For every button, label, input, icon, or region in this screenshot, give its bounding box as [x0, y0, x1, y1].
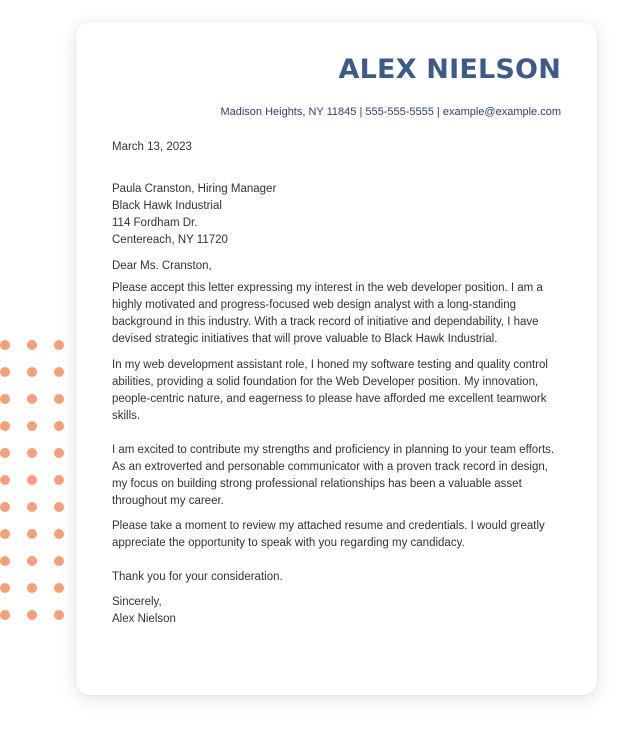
salutation: Dear Ms. Cranston,	[112, 260, 212, 272]
decorative-dot	[27, 421, 37, 431]
decorative-dot	[54, 529, 64, 539]
body-paragraph	[112, 518, 564, 552]
decorative-dot	[0, 421, 10, 431]
decorative-dot	[54, 475, 64, 485]
sign-off	[112, 594, 564, 628]
body-paragraph	[112, 357, 564, 425]
applicant-name: ALEX NIELSON	[338, 54, 561, 85]
decorative-dot	[27, 475, 37, 485]
recipient-address	[112, 181, 564, 249]
decorative-dot-grid	[0, 340, 70, 630]
recipient-line: Black Hawk Industrial	[112, 200, 222, 212]
decorative-dot	[54, 394, 64, 404]
paragraph-text: I am excited to contribute my strengths and proficiency in planning to your team efforts. As an extroverted and personable communicator with a proven track record in design, my focus on building strong professional relationships has been a valuable asset throughout my career.	[112, 444, 555, 507]
contact-line: Madison Heights, NY 11845 | 555-555-5555 | example@example.com	[220, 106, 561, 118]
cover-letter-card	[76, 22, 597, 695]
decorative-dot	[27, 610, 37, 620]
decorative-dot	[54, 340, 64, 350]
decorative-dot	[27, 556, 37, 566]
decorative-dot	[0, 367, 10, 377]
letter-date: March 13, 2023	[112, 141, 192, 153]
decorative-dot	[27, 529, 37, 539]
signature: Alex Nielson	[112, 613, 176, 625]
decorative-dot	[27, 367, 37, 377]
recipient-line: Paula Cranston, Hiring Manager	[112, 183, 277, 195]
decorative-dot	[0, 502, 10, 512]
thanks-line: Thank you for your consideration.	[112, 571, 283, 583]
decorative-dot	[0, 448, 10, 458]
body-paragraph	[112, 280, 564, 348]
recipient-line: Centereach, NY 11720	[112, 234, 228, 246]
decorative-dot	[54, 610, 64, 620]
decorative-dot	[0, 583, 10, 593]
decorative-dot	[54, 556, 64, 566]
decorative-dot	[0, 475, 10, 485]
decorative-dot	[27, 448, 37, 458]
decorative-dot	[27, 340, 37, 350]
paragraph-text: Please take a moment to review my attached resume and credentials. I would greatly appreciate the opportunity to speak with you regarding my candidacy.	[112, 520, 545, 549]
decorative-dot	[54, 421, 64, 431]
decorative-dot	[27, 583, 37, 593]
paragraph-text: In my web development assistant role, I honed my software testing and quality control abilities, providing a solid foundation for the Web Developer position. My innovation, people-centric nature, and eagerness to please have afforded me excellent teamwork skills.	[112, 359, 548, 422]
decorative-dot	[27, 394, 37, 404]
decorative-dot	[0, 529, 10, 539]
decorative-dot	[54, 583, 64, 593]
decorative-dot	[0, 556, 10, 566]
decorative-dot	[54, 367, 64, 377]
paragraph-text: Please accept this letter expressing my interest in the web developer position. I am a highly motivated and progress-focused web design analyst with a long-standing background in this industry. With a track record of initiative and dependability, I have devised strategic initiatives that will prove valuable to Black Hawk Industrial.	[112, 282, 543, 345]
decorative-dot	[0, 610, 10, 620]
body-paragraph	[112, 442, 564, 510]
closing: Sincerely,	[112, 596, 162, 608]
decorative-dot	[54, 448, 64, 458]
decorative-dot	[0, 394, 10, 404]
decorative-dot	[54, 502, 64, 512]
decorative-dot	[0, 340, 10, 350]
decorative-dot	[27, 502, 37, 512]
recipient-line: 114 Fordham Dr.	[112, 217, 198, 229]
